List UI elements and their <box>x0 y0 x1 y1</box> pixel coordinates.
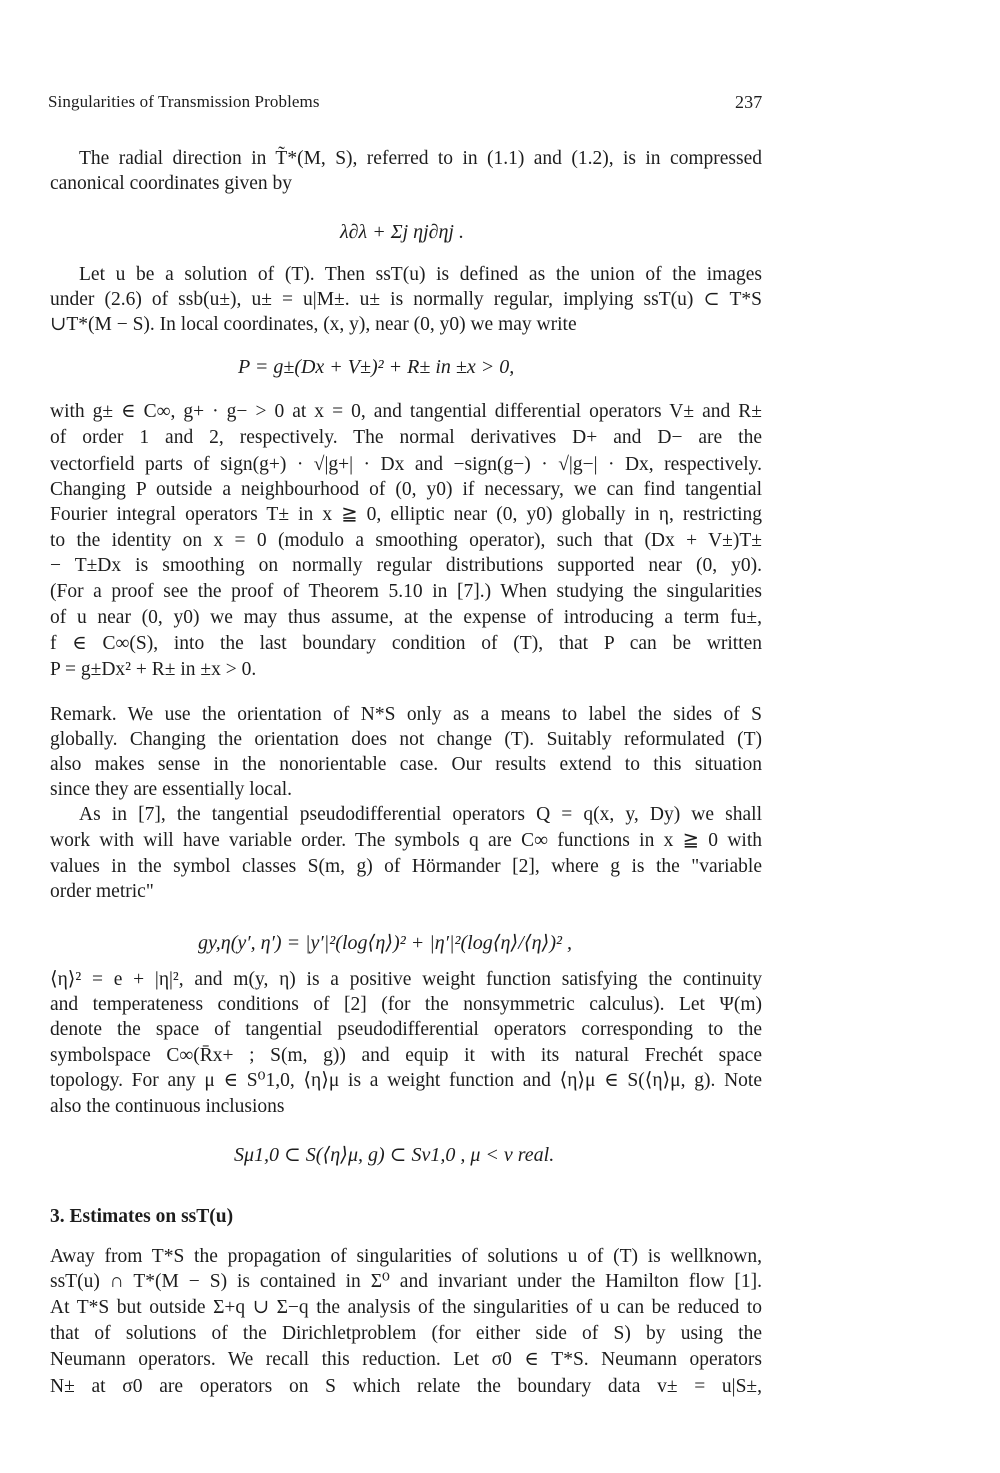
text-line: order metric" <box>50 881 154 902</box>
text-line: P = g±Dx² + R± in ±x > 0. <box>50 659 257 680</box>
equation-variable-order-metric: gy,η(y′, η′) = |y′|²(log⟨η⟩)² + |η′|²(log⟨η⟩/⟨η⟩)² , <box>198 932 572 954</box>
text-line: symbolspace C∞(R̄x+ ; S(m, g)) and equip it with its natural Frechét space <box>50 1045 762 1066</box>
text-line: Fourier integral operators T± in x ≧ 0, elliptic near (0, y0) globally in η, restricting <box>50 504 762 525</box>
text-line: and temperateness conditions of [2] (for the nonsymmetric calculus). Let Ψ(m) <box>50 994 762 1015</box>
equation-operator-p: P = g±(Dx + V±)² + R± in ±x > 0, <box>238 356 515 378</box>
text-line: Away from T*S the propagation of singularities of solutions u of (T) is wellknown, <box>50 1246 762 1267</box>
text-line: of u near (0, y0) we may thus assume, at the expense of introducing a term fu±, <box>50 607 762 628</box>
text-line: work with will have variable order. The symbols q are C∞ functions in x ≧ 0 with <box>50 830 762 851</box>
text-line: Neumann operators. We recall this reduction. Let σ0 ∈ T*S. Neumann operators <box>50 1349 762 1370</box>
text-line: with g± ∈ C∞, g+ · g− > 0 at x = 0, and tangential differential operators V± and R± <box>50 401 762 422</box>
running-title: Singularities of Transmission Problems <box>48 92 320 111</box>
text-line: that of solutions of the Dirichletproblem (for either side of S) by using the <box>50 1323 762 1344</box>
text-line: Let u be a solution of (T). Then ssT(u) is defined as the union of the images <box>79 264 762 285</box>
text-line: topology. For any μ ∈ S⁰1,0, ⟨η⟩μ is a weight function and ⟨η⟩μ ∈ S(⟨η⟩μ, g). Note <box>50 1070 762 1091</box>
text-line: under (2.6) of ssb(u±), u± = u|M±. u± is normally regular, implying ssT(u) ⊂ T*S <box>50 289 762 310</box>
text-line: ⟨η⟩² = e + |η|², and m(y, η) is a positive weight function satisfying the continuity <box>50 969 762 990</box>
section-heading: 3. Estimates on ssT(u) <box>50 1206 234 1227</box>
text-line: Changing P outside a neighbourhood of (0, y0) if necessary, we can find tangential <box>50 479 762 500</box>
text-line: denote the space of tangential pseudodifferential operators corresponding to the <box>50 1019 762 1040</box>
text-line: also the continuous inclusions <box>50 1096 285 1117</box>
text-line: of order 1 and 2, respectively. The normal derivatives D+ and D− are the <box>50 427 762 448</box>
remark-line: globally. Changing the orientation does not change (T). Suitably reformulated (T) <box>50 729 762 750</box>
text-line: canonical coordinates given by <box>50 173 293 194</box>
text-line: values in the symbol classes S(m, g) of Hörmander [2], where g is the "variable <box>50 856 762 877</box>
text-line: The radial direction in T̃*(M, S), referred to in (1.1) and (1.2), is in compressed <box>79 148 762 169</box>
text-line: f ∈ C∞(S), into the last boundary condition of (T), that P can be written <box>50 633 762 654</box>
text-line: ∪T*(M − S). In local coordinates, (x, y), near (0, y0) we may write <box>50 314 577 335</box>
remark-line: Remark. We use the orientation of N*S only as a means to label the sides of S <box>50 704 762 725</box>
text-line: vectorfield parts of sign(g+) · √|g+| · Dx and −sign(g−) · √|g−| · Dx, respectively. <box>50 454 762 475</box>
remark-line: also makes sense in the nonorientable case. Our results extend to this situation <box>50 754 762 775</box>
text-line: (For a proof see the proof of Theorem 5.10 in [7].) When studying the singularities <box>50 581 762 602</box>
text-line: − T±Dx is smoothing on normally regular distributions supported near (0, y0). <box>50 555 762 576</box>
text-line: As in [7], the tangential pseudodifferential operators Q = q(x, y, Dy) we shall <box>79 804 762 825</box>
remark-line: since they are essentially local. <box>50 779 293 800</box>
equation-radial-direction: λ∂λ + Σj ηj∂ηj . <box>340 221 464 243</box>
text-line: ssT(u) ∩ T*(M − S) is contained in Σ⁰ and invariant under the Hamilton flow [1]. <box>50 1271 762 1292</box>
text-line: At T*S but outside Σ+q ∪ Σ−q the analysis of the singularities of u can be reduced to <box>50 1297 762 1318</box>
text-line: N± at σ0 are operators on S which relate the boundary data v± = u|S±, <box>50 1376 762 1397</box>
equation-inclusions: Sμ1,0 ⊂ S(⟨η⟩μ, g) ⊂ Sν1,0 , μ < ν real. <box>234 1144 555 1166</box>
page-number: 237 <box>735 92 763 112</box>
text-line: to the identity on x = 0 (modulo a smoothing operator), such that (Dx + V±)T± <box>50 530 762 551</box>
